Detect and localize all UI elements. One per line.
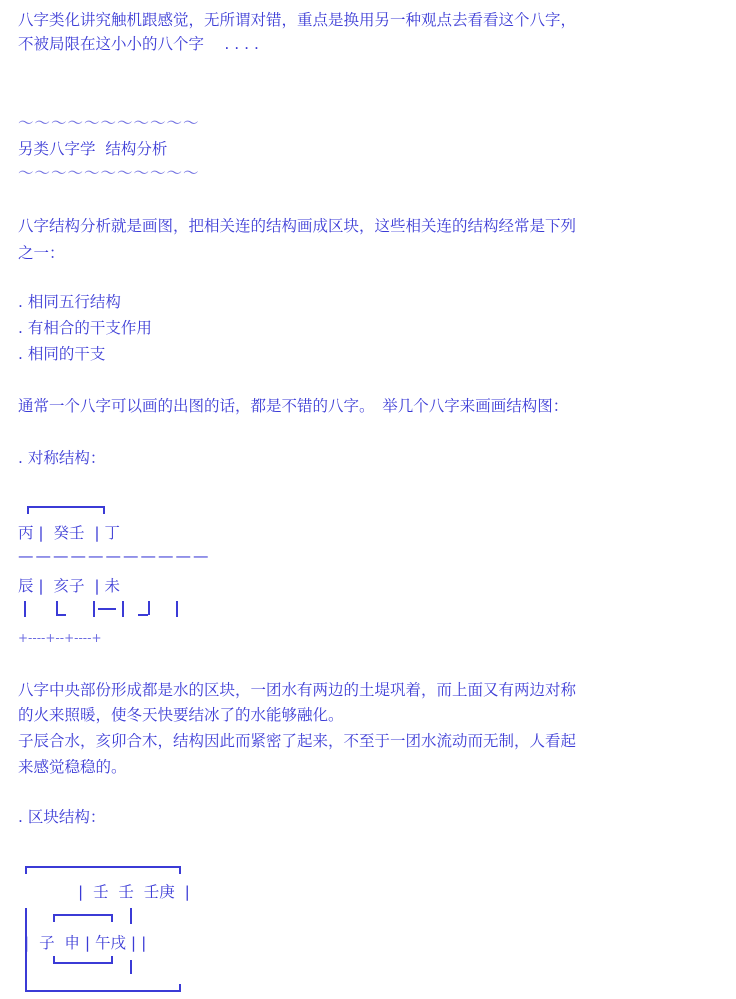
- inner-right-bar: [130, 960, 132, 974]
- bracket-top: [27, 506, 105, 514]
- explanation-line-4: 来感觉稳稳的。: [18, 758, 127, 776]
- connector-bar: [176, 601, 178, 617]
- symmetric-heading: . 对称结构：: [18, 449, 106, 467]
- connector-bar: [138, 614, 148, 616]
- connector-bar: [122, 601, 124, 617]
- stems-row: 丙 | 癸壬 | 丁: [18, 524, 121, 542]
- inner-bracket-bottom: [53, 956, 113, 964]
- divider-row: ———————————: [18, 547, 211, 565]
- connector-bar: [56, 601, 58, 615]
- explanation-line-3: 子辰合水，亥卯合木，结构因此而紧密了起来，不至于一团水流动而无制，人看起: [18, 732, 577, 750]
- connector-bar: [93, 601, 95, 617]
- explanation-line-2: 的火来照暖，使冬天快要结冰了的水能够融化。: [18, 706, 344, 724]
- connector-bar: [148, 601, 150, 615]
- dashes-row: +----+--+----+: [18, 631, 102, 645]
- analysis-line-1: 八字结构分析就是画图，把相关连的结构画成区块，这些相关连的结构经常是下列: [18, 217, 577, 235]
- intro-line-1: 八字类化讲究触机跟感觉，无所谓对错，重点是换用另一种观点去看看这个八字，: [18, 11, 577, 29]
- list-item: . 相同五行结构: [18, 293, 121, 311]
- block-heading: . 区块结构：: [18, 808, 106, 826]
- tilde-divider-bottom: ～～～～～～～～～～～: [18, 164, 200, 182]
- inner-right-bar: [130, 908, 132, 924]
- inner-bracket-top: [53, 914, 113, 922]
- connector-bar: [56, 614, 66, 616]
- explanation-line-1: 八字中央部份形成都是水的区块，一团水有两边的土堤巩着，而上面又有两边对称: [18, 681, 577, 699]
- summary-line: 通常一个八字可以画的出图的话，都是不错的八字。 举几个八字来画画结构图：: [18, 397, 569, 415]
- analysis-line-2: 之一：: [18, 244, 65, 262]
- section-title: 另类八字学 结构分析: [18, 140, 168, 158]
- list-item: . 相同的干支: [18, 345, 106, 363]
- list-item: . 有相合的干支作用: [18, 319, 152, 337]
- block-branches-row: | 子 申 | 午戌 | |: [24, 934, 147, 952]
- connector-bar: [24, 601, 26, 617]
- connector-bar: [98, 608, 116, 610]
- block-stems-row: | 壬 壬 壬庚 |: [78, 883, 190, 901]
- tilde-divider-top: ～～～～～～～～～～～: [18, 114, 200, 132]
- branches-row: 辰 | 亥子 | 未: [18, 577, 121, 595]
- outer-bracket-top: [25, 866, 181, 874]
- intro-line-2: 不被局限在这小小的八个字 . . . .: [18, 35, 259, 53]
- outer-bracket-bottom: [25, 984, 181, 992]
